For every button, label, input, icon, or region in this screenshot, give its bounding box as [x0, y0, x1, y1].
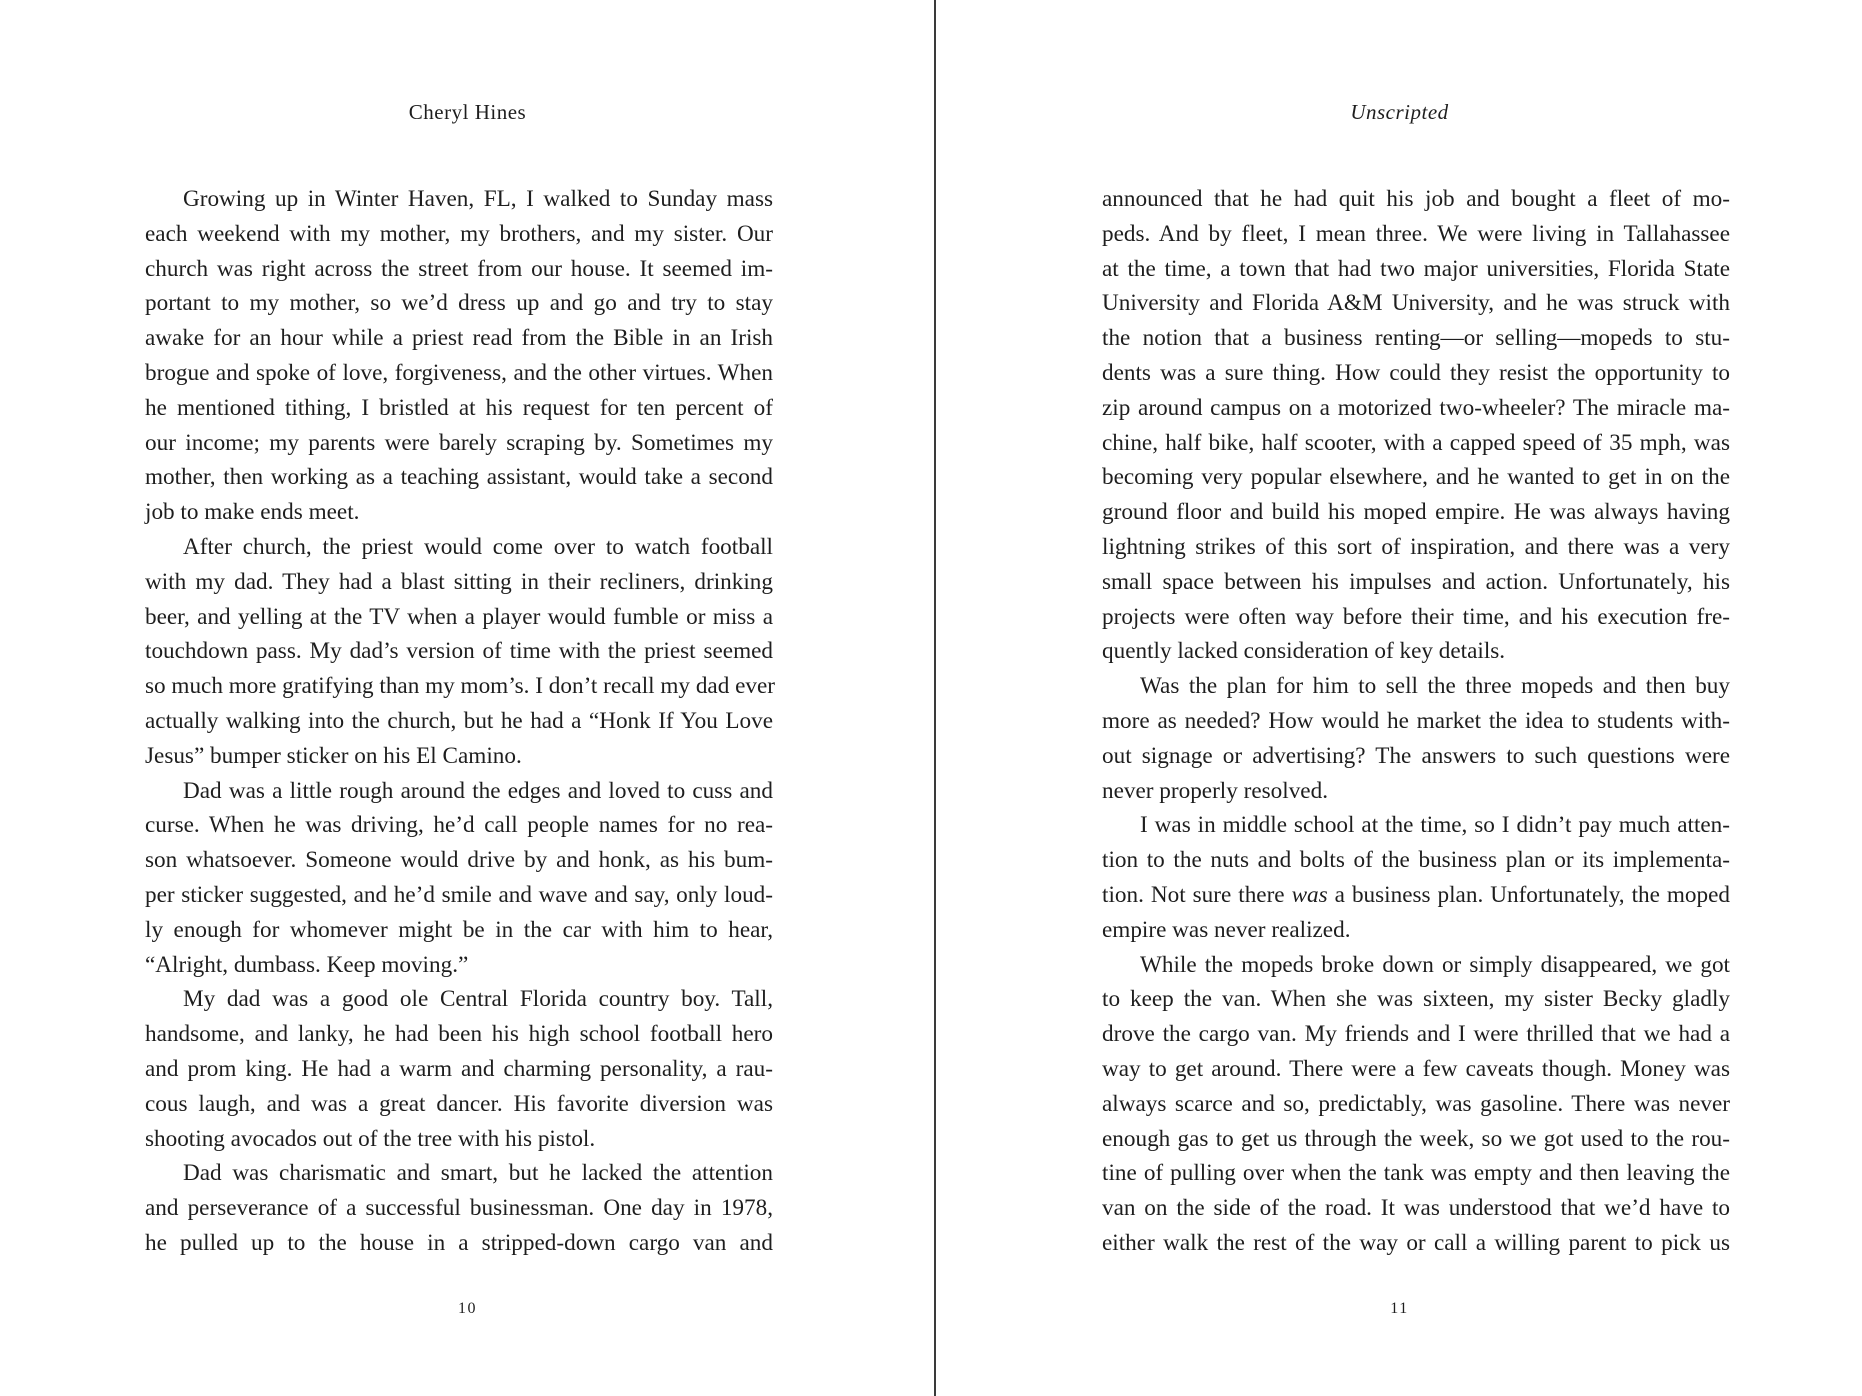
text-line: portant to my mother, so we’d dress up and go and try to stay — [145, 290, 773, 317]
text-line: While the mopeds broke down or simply disappeared, we got — [1140, 951, 1730, 978]
text-line: Jesus” bumper sticker on his El Camino. — [145, 742, 522, 769]
running-head-title: Unscripted — [1350, 100, 1449, 124]
text-line: tine of pulling over when the tank was empty and then leaving the — [1102, 1160, 1730, 1187]
text-line: job to make ends meet. — [145, 499, 360, 526]
text-line: “Alright, dumbass. Keep moving.” — [145, 951, 469, 978]
gutter-divider — [934, 0, 936, 1396]
text-line: zip around campus on a motorized two-wheeler? The miracle ma- — [1102, 394, 1730, 421]
text-line: always scarce and so, predictably, was gasoline. There was never — [1102, 1090, 1730, 1117]
text-line: cous laugh, and was a great dancer. His favorite diversion was — [145, 1090, 773, 1117]
text-line: he pulled up to the house in a stripped-down cargo van and — [145, 1229, 773, 1256]
text-line: out signage or advertising? The answers to such questions were — [1102, 742, 1730, 769]
text-line: at the time, a town that had two major universities, Florida State — [1102, 255, 1730, 282]
text-line: shooting avocados out of the tree with his pistol. — [145, 1125, 596, 1152]
text-line: tion to the nuts and bolts of the business plan or its implementa- — [1102, 847, 1730, 874]
text-line: each weekend with my mother, my brothers, and my sister. Our — [145, 220, 773, 247]
text-line: brogue and spoke of love, forgiveness, and the other virtues. When — [145, 359, 773, 386]
text-line: beer, and yelling at the TV when a player would fumble or miss a — [145, 603, 773, 630]
left-body-text — [145, 182, 773, 1261]
text-line: drove the cargo van. My friends and I were thrilled that we had a — [1102, 1021, 1730, 1048]
text-line: handsome, and lanky, he had been his high school football hero — [145, 1021, 773, 1048]
text-line: awake for an hour while a priest read from the Bible in an Irish — [145, 325, 773, 352]
text-line: ground floor and build his moped empire. He was always having — [1102, 499, 1730, 526]
text-line: mother, then working as a teaching assistant, would take a second — [145, 464, 773, 491]
text-line: Growing up in Winter Haven, FL, I walked to Sunday mass — [183, 186, 773, 212]
text-line: son whatsoever. Someone would drive by and honk, as his bum- — [145, 847, 773, 874]
text-line: van on the side of the road. It was understood that we’d have to — [1102, 1195, 1730, 1222]
text-line: becoming very popular elsewhere, and he wanted to get in on the — [1102, 464, 1730, 491]
text-line: curse. When he was driving, he’d call people names for no rea- — [145, 812, 773, 839]
text-line: peds. And by fleet, I mean three. We were living in Tallahassee — [1102, 220, 1730, 247]
text-line: quently lacked consideration of key details. — [1102, 638, 1506, 665]
text-line: announced that he had quit his job and bought a fleet of mo- — [1102, 186, 1730, 212]
text-line: the notion that a business renting—or selling—mopeds to stu- — [1102, 325, 1730, 352]
text-line: way to get around. There were a few caveats though. Money was — [1102, 1055, 1730, 1082]
text-line: either walk the rest of the way or call a willing parent to pick us — [1102, 1229, 1730, 1256]
text-line: enough gas to get us through the week, so we got used to the rou- — [1102, 1125, 1730, 1152]
text-line: chine, half bike, half scooter, with a capped speed of 35 mph, was — [1102, 429, 1730, 456]
text-line: dents was a sure thing. How could they resist the opportunity to — [1102, 359, 1730, 386]
text-line: never properly resolved. — [1102, 777, 1328, 804]
text-line: and prom king. He had a warm and charming personality, a rau- — [145, 1055, 773, 1082]
text-line: Dad was a little rough around the edges and loved to cuss and — [183, 777, 773, 804]
text-line: Dad was charismatic and smart, but he lacked the attention — [183, 1160, 773, 1187]
text-line: University and Florida A&M University, and he was struck with — [1102, 290, 1730, 317]
text-line: My dad was a good ole Central Florida country boy. Tall, — [183, 986, 773, 1013]
text-line: to keep the van. When she was sixteen, my sister Becky gladly — [1102, 986, 1730, 1013]
text-line: projects were often way before their time, and his execution fre- — [1102, 603, 1730, 630]
text-line: with my dad. They had a blast sitting in their recliners, drinking — [145, 568, 773, 595]
text-line: he mentioned tithing, I bristled at his request for ten percent of — [145, 394, 773, 421]
text-line: touchdown pass. My dad’s version of time with the priest seemed — [145, 638, 773, 665]
text-line: lightning strikes of this sort of inspiration, and there was a very — [1102, 533, 1730, 560]
text-line: so much more gratifying than my mom’s. I don’t recall my dad ever — [145, 673, 775, 700]
text-line: Was the plan for him to sell the three mopeds and then buy — [1140, 673, 1730, 700]
text-line: I was in middle school at the time, so I didn’t pay much atten- — [1140, 812, 1730, 839]
text-line: per sticker suggested, and he’d smile and wave and say, only loud- — [145, 881, 773, 908]
page-number: 10 — [458, 1300, 477, 1317]
text-line: our income; my parents were barely scraping by. Sometimes my — [145, 429, 773, 456]
text-line: empire was never realized. — [1102, 916, 1351, 943]
text-line: tion. Not sure there was a business plan. Unfortunately, the moped — [1102, 881, 1730, 908]
text-line: more as needed? How would he market the idea to students with- — [1102, 707, 1730, 734]
text-line: actually walking into the church, but he had a “Honk If You Love — [145, 707, 773, 734]
page-number: 11 — [1390, 1300, 1409, 1317]
text-line: ly enough for whomever might be in the car with him to hear, — [145, 916, 773, 943]
text-line: and perseverance of a successful businessman. One day in 1978, — [145, 1195, 773, 1222]
right-page — [937, 0, 1862, 1396]
text-line: church was right across the street from our house. It seemed im- — [145, 255, 773, 282]
text-line: small space between his impulses and action. Unfortunately, his — [1102, 568, 1730, 595]
text-line: After church, the priest would come over to watch football — [183, 533, 773, 560]
right-body-text — [1102, 182, 1730, 1261]
running-head-author: Cheryl Hines — [408, 100, 527, 124]
